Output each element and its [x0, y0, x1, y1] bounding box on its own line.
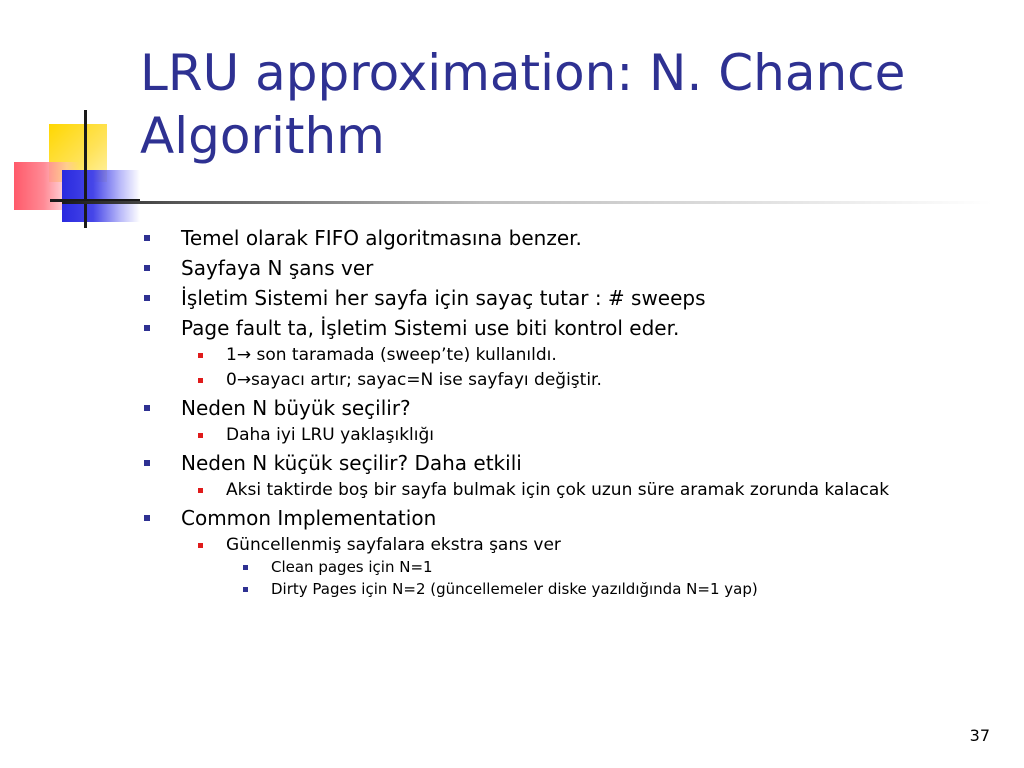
bullet-text: İşletim Sistemi her sayfa için sayaç tutar : # sweeps: [181, 286, 706, 310]
sub-bullet-item: [140, 425, 990, 445]
bullet-text: Clean pages için N=1: [271, 558, 433, 576]
bullet-text: Aksi taktirde boş bir sayfa bulmak için çok uzun süre aramak zorunda kalacak: [226, 480, 890, 500]
vertical-line: [84, 110, 87, 228]
square-bullet-icon: [144, 515, 150, 521]
bullet-text: Neden N büyük seçilir?: [181, 396, 411, 420]
sub-bullet-item: [140, 345, 990, 365]
blue-square: [62, 170, 140, 222]
slide-title: [140, 42, 1010, 168]
bullet-text: Güncellenmiş sayfalara ekstra şans ver: [226, 535, 561, 555]
sub-bullet-item: [140, 480, 990, 500]
bullet-item: [140, 316, 990, 340]
bullet-text: Daha iyi LRU yaklaşıklığı: [226, 425, 434, 445]
square-bullet-icon: [198, 433, 203, 438]
square-bullet-icon: [198, 488, 203, 493]
square-bullet-icon: [144, 460, 150, 466]
bullet-text: 0→sayacı artır; sayac=N ise sayfayı değiştir.: [226, 370, 602, 390]
bullet-text: Neden N küçük seçilir? Daha etkili: [181, 451, 522, 475]
square-bullet-icon: [144, 265, 150, 271]
sub-bullet-item: [140, 370, 990, 390]
slide-title-line-1: LRU approximation: N. Chance: [140, 44, 906, 102]
sub-sub-bullet-item: [140, 558, 990, 577]
bullet-item: [140, 256, 990, 280]
square-bullet-icon: [144, 325, 150, 331]
bullet-text: Page fault ta, İşletim Sistemi use biti kontrol eder.: [181, 316, 680, 340]
bullet-item: [140, 451, 990, 475]
slide-title-line-2: Algorithm: [140, 107, 385, 165]
square-bullet-icon: [144, 405, 150, 411]
bullet-item: [140, 506, 990, 530]
page-number: 37: [969, 726, 990, 745]
square-bullet-icon: [144, 235, 150, 241]
bullet-item: [140, 226, 990, 250]
bullet-text: Sayfaya N şans ver: [181, 256, 374, 280]
title-divider: [62, 201, 992, 204]
decorative-logo: [0, 0, 160, 240]
sub-sub-bullet-item: [140, 580, 990, 599]
square-bullet-icon: [198, 353, 203, 358]
square-bullet-icon: [243, 565, 248, 570]
bullet-item: [140, 286, 990, 310]
square-bullet-icon: [243, 587, 248, 592]
bullet-text: Temel olarak FIFO algoritmasına benzer.: [181, 226, 582, 250]
square-bullet-icon: [198, 543, 203, 548]
square-bullet-icon: [198, 378, 203, 383]
square-bullet-icon: [144, 295, 150, 301]
sub-bullet-item: [140, 535, 990, 555]
bullet-text: 1→ son taramada (sweep’te) kullanıldı.: [226, 345, 557, 365]
bullet-item: [140, 396, 990, 420]
bullet-list: [140, 226, 990, 599]
bullet-text: Common Implementation: [181, 506, 437, 530]
bullet-text: Dirty Pages için N=2 (güncellemeler diske yazıldığında N=1 yap): [271, 580, 758, 598]
